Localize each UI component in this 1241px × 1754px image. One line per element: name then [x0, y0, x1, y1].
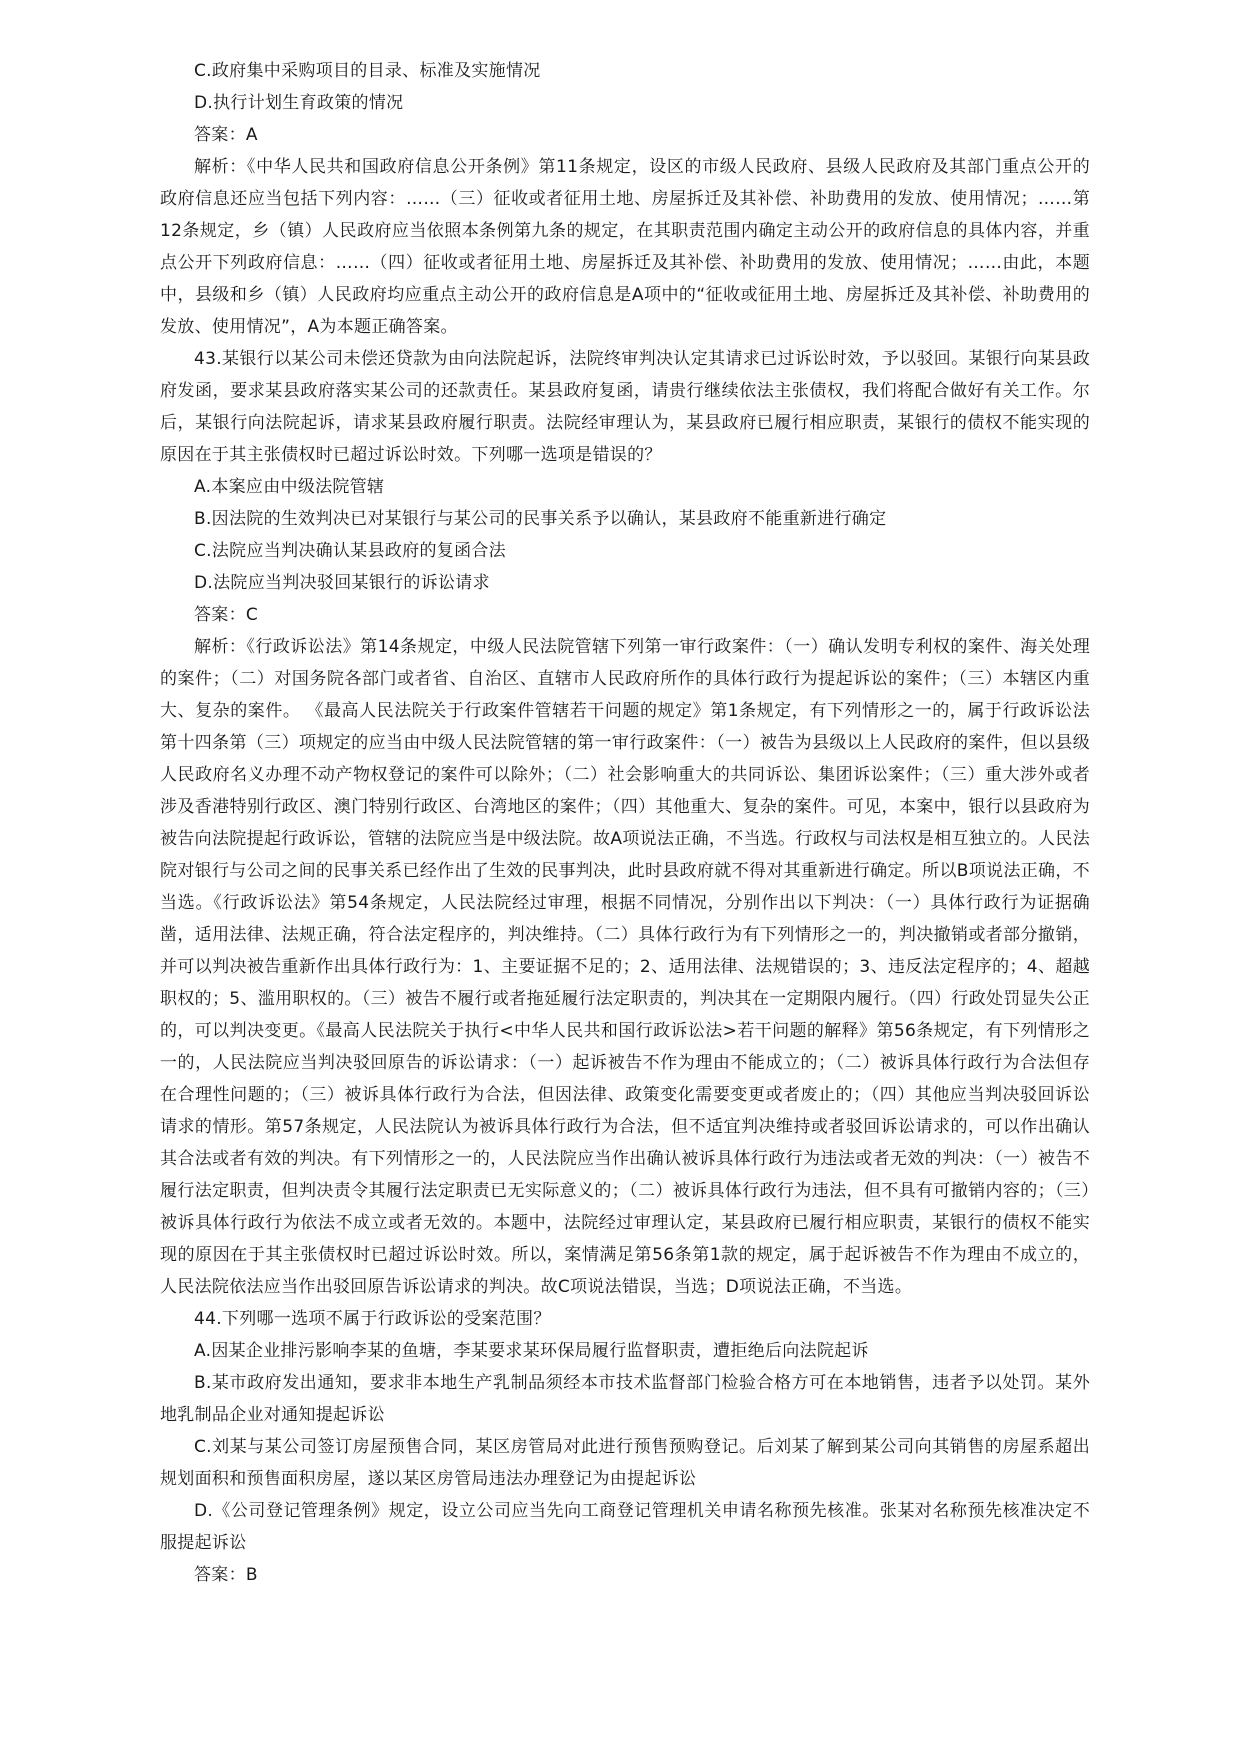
- option-d-text: D.法院应当判决驳回某银行的诉讼请求: [194, 573, 490, 593]
- option-d-text: D.《公司登记管理条例》规定，设立公司应当先向工商登记管理机关申请名称预先核准。张某对名称预先核准决定不服提起诉讼: [160, 1501, 1090, 1553]
- option-b-text: B.因法院的生效判决已对某银行与某公司的民事关系予以确认，某县政府不能重新进行确定: [194, 509, 887, 529]
- option-a-text: A.本案应由中级法院管辖: [194, 477, 385, 497]
- answer-line: 答案：C: [194, 605, 259, 625]
- option-a-text: A.因某企业排污影响李某的鱼塘，李某要求某环保局履行监督职责，遭拒绝后向法院起诉: [194, 1341, 869, 1361]
- answer-line: 答案：A: [194, 125, 258, 145]
- question-44: 44.下列哪一选项不属于行政诉讼的受案范围？: [194, 1309, 551, 1329]
- option-d-text: D.执行计划生育政策的情况: [194, 93, 404, 113]
- question-43: 43.某银行以某公司未偿还贷款为由向法院起诉，法院终审判决认定其请求已过诉讼时效，予以驳回。某银行向某县政府发函，要求某县政府落实某公司的还款责任。某县政府复函，请贵行继续依法主张债权，我们将配合做好有关工作。尔后，某银行向法院起诉，请求某县政府履行职责。法院经审理认为，某县政府已履行相应职责，某银行的债权不能实现的原因在于其主张债权时已超过诉讼时效。下列哪一选项是错误的？: [160, 349, 1090, 465]
- option-c-text: C.政府集中采购项目的目录、标准及实施情况: [194, 61, 541, 81]
- option-c-text: C.法院应当判决确认某县政府的复函合法: [194, 541, 506, 561]
- option-b-text: B.某市政府发出通知，要求非本地生产乳制品须经本市技术监督部门检验合格方可在本地销售，违者予以处罚。某外地乳制品企业对通知提起诉讼: [160, 1373, 1090, 1425]
- answer-line: 答案：B: [194, 1565, 258, 1585]
- document-page: [160, 55, 1090, 1591]
- analysis-paragraph: 解析：《行政诉讼法》第14条规定，中级人民法院管辖下列第一审行政案件：（一）确认发明专利权的案件、海关处理的案件；（二）对国务院各部门或者省、自治区、直辖市人民政府所作的具体行政行为提起诉讼的案件；（三）本辖区内重大、复杂的案件。 《最高人民法院关于行政案件管辖若干问题的规定》第1条规定，有下列情形之一的，属于行政诉讼法第十四条第（三）项规定的应当由中级人民法院管辖的第一审行政案件：（一）被告为县级以上人民政府的案件，但以县级人民政府名义办理不动产物权登记的案件可以除外；（二）社会影响重大的共同诉讼、集团诉讼案件；（三）重大涉外或者涉及香港特别行政区、澳门特别行政区、台湾地区的案件；（四）其他重大、复杂的案件。可见，本案中，银行以县政府为被告向法院提起行政诉讼，管辖的法院应当是中级法院。故A项说法正确，不当选。行政权与司法权是相互独立的。人民法院对银行与公司之间的民事关系已经作出了生效的民事判决，此时县政府就不得对其重新进行确定。所以B项说法正确，不当选。《行政诉讼法》第54条规定，人民法院经过审理，根据不同情况，分别作出以下判决：（一）具体行政行为证据确凿，适用法律、法规正确，符合法定程序的，判决维持。（二）具体行政行为有下列情形之一的，判决撤销或者部分撤销，并可以判决被告重新作出具体行政行为：1、主要证据不足的；2、适用法律、法规错误的；3、违反法定程序的；4、超越职权的；5、滥用职权的。（三）被告不履行或者拖延履行法定职责的，判决其在一定期限内履行。（四）行政处罚显失公正的，可以判决变更。《最高人民法院关于执行<中华人民共和国行政诉讼法>若干问题的解释》第56条规定，有下列情形之一的，人民法院应当判决驳回原告的诉讼请求：（一）起诉被告不作为理由不能成立的；（二）被诉具体行政行为合法但存在合理性问题的；（三）被诉具体行政行为合法，但因法律、政策变化需要变更或者废止的；（四）其他应当判决驳回诉讼请求的情形。第57条规定，人民法院认为被诉具体行政行为合法，但不适宜判决维持或者驳回诉讼请求的，可以作出确认其合法或者有效的判决。有下列情形之一的，人民法院应当作出确认被诉具体行政行为违法或者无效的判决：（一）被告不履行法定职责，但判决责令其履行法定职责已无实际意义的；（二）被诉具体行政行为违法，但不具有可撤销内容的；（三）被诉具体行政行为依法不成立或者无效的。本题中，法院经过审理认定，某县政府已履行相应职责，某银行的债权不能实现的原因在于其主张债权时已超过诉讼时效。所以，案情满足第56条第1款的规定，属于起诉被告不作为理由不成立的，人民法院依法应当作出驳回原告诉讼请求的判决。故C项说法错误，当选；D项说法正确，不当选。: [160, 637, 1090, 1297]
- analysis-paragraph: 解析：《中华人民共和国政府信息公开条例》第11条规定，设区的市级人民政府、县级人民政府及其部门重点公开的政府信息还应当包括下列内容：……（三）征收或者征用土地、房屋拆迁及其补偿、补助费用的发放、使用情况；……第12条规定，乡（镇）人民政府应当依照本条例第九条的规定，在其职责范围内确定主动公开的政府信息的具体内容，并重点公开下列政府信息：……（四）征收或者征用土地、房屋拆迁及其补偿、补助费用的发放、使用情况；……由此，本题中，县级和乡（镇）人民政府均应重点主动公开的政府信息是A项中的“征收或征用土地、房屋拆迁及其补偿、补助费用的发放、使用情况”，A为本题正确答案。: [160, 157, 1090, 337]
- option-c-text: C.刘某与某公司签订房屋预售合同，某区房管局对此进行预售预购登记。后刘某了解到某公司向其销售的房屋系超出规划面积和预售面积房屋，遂以某区房管局违法办理登记为由提起诉讼: [160, 1437, 1090, 1489]
